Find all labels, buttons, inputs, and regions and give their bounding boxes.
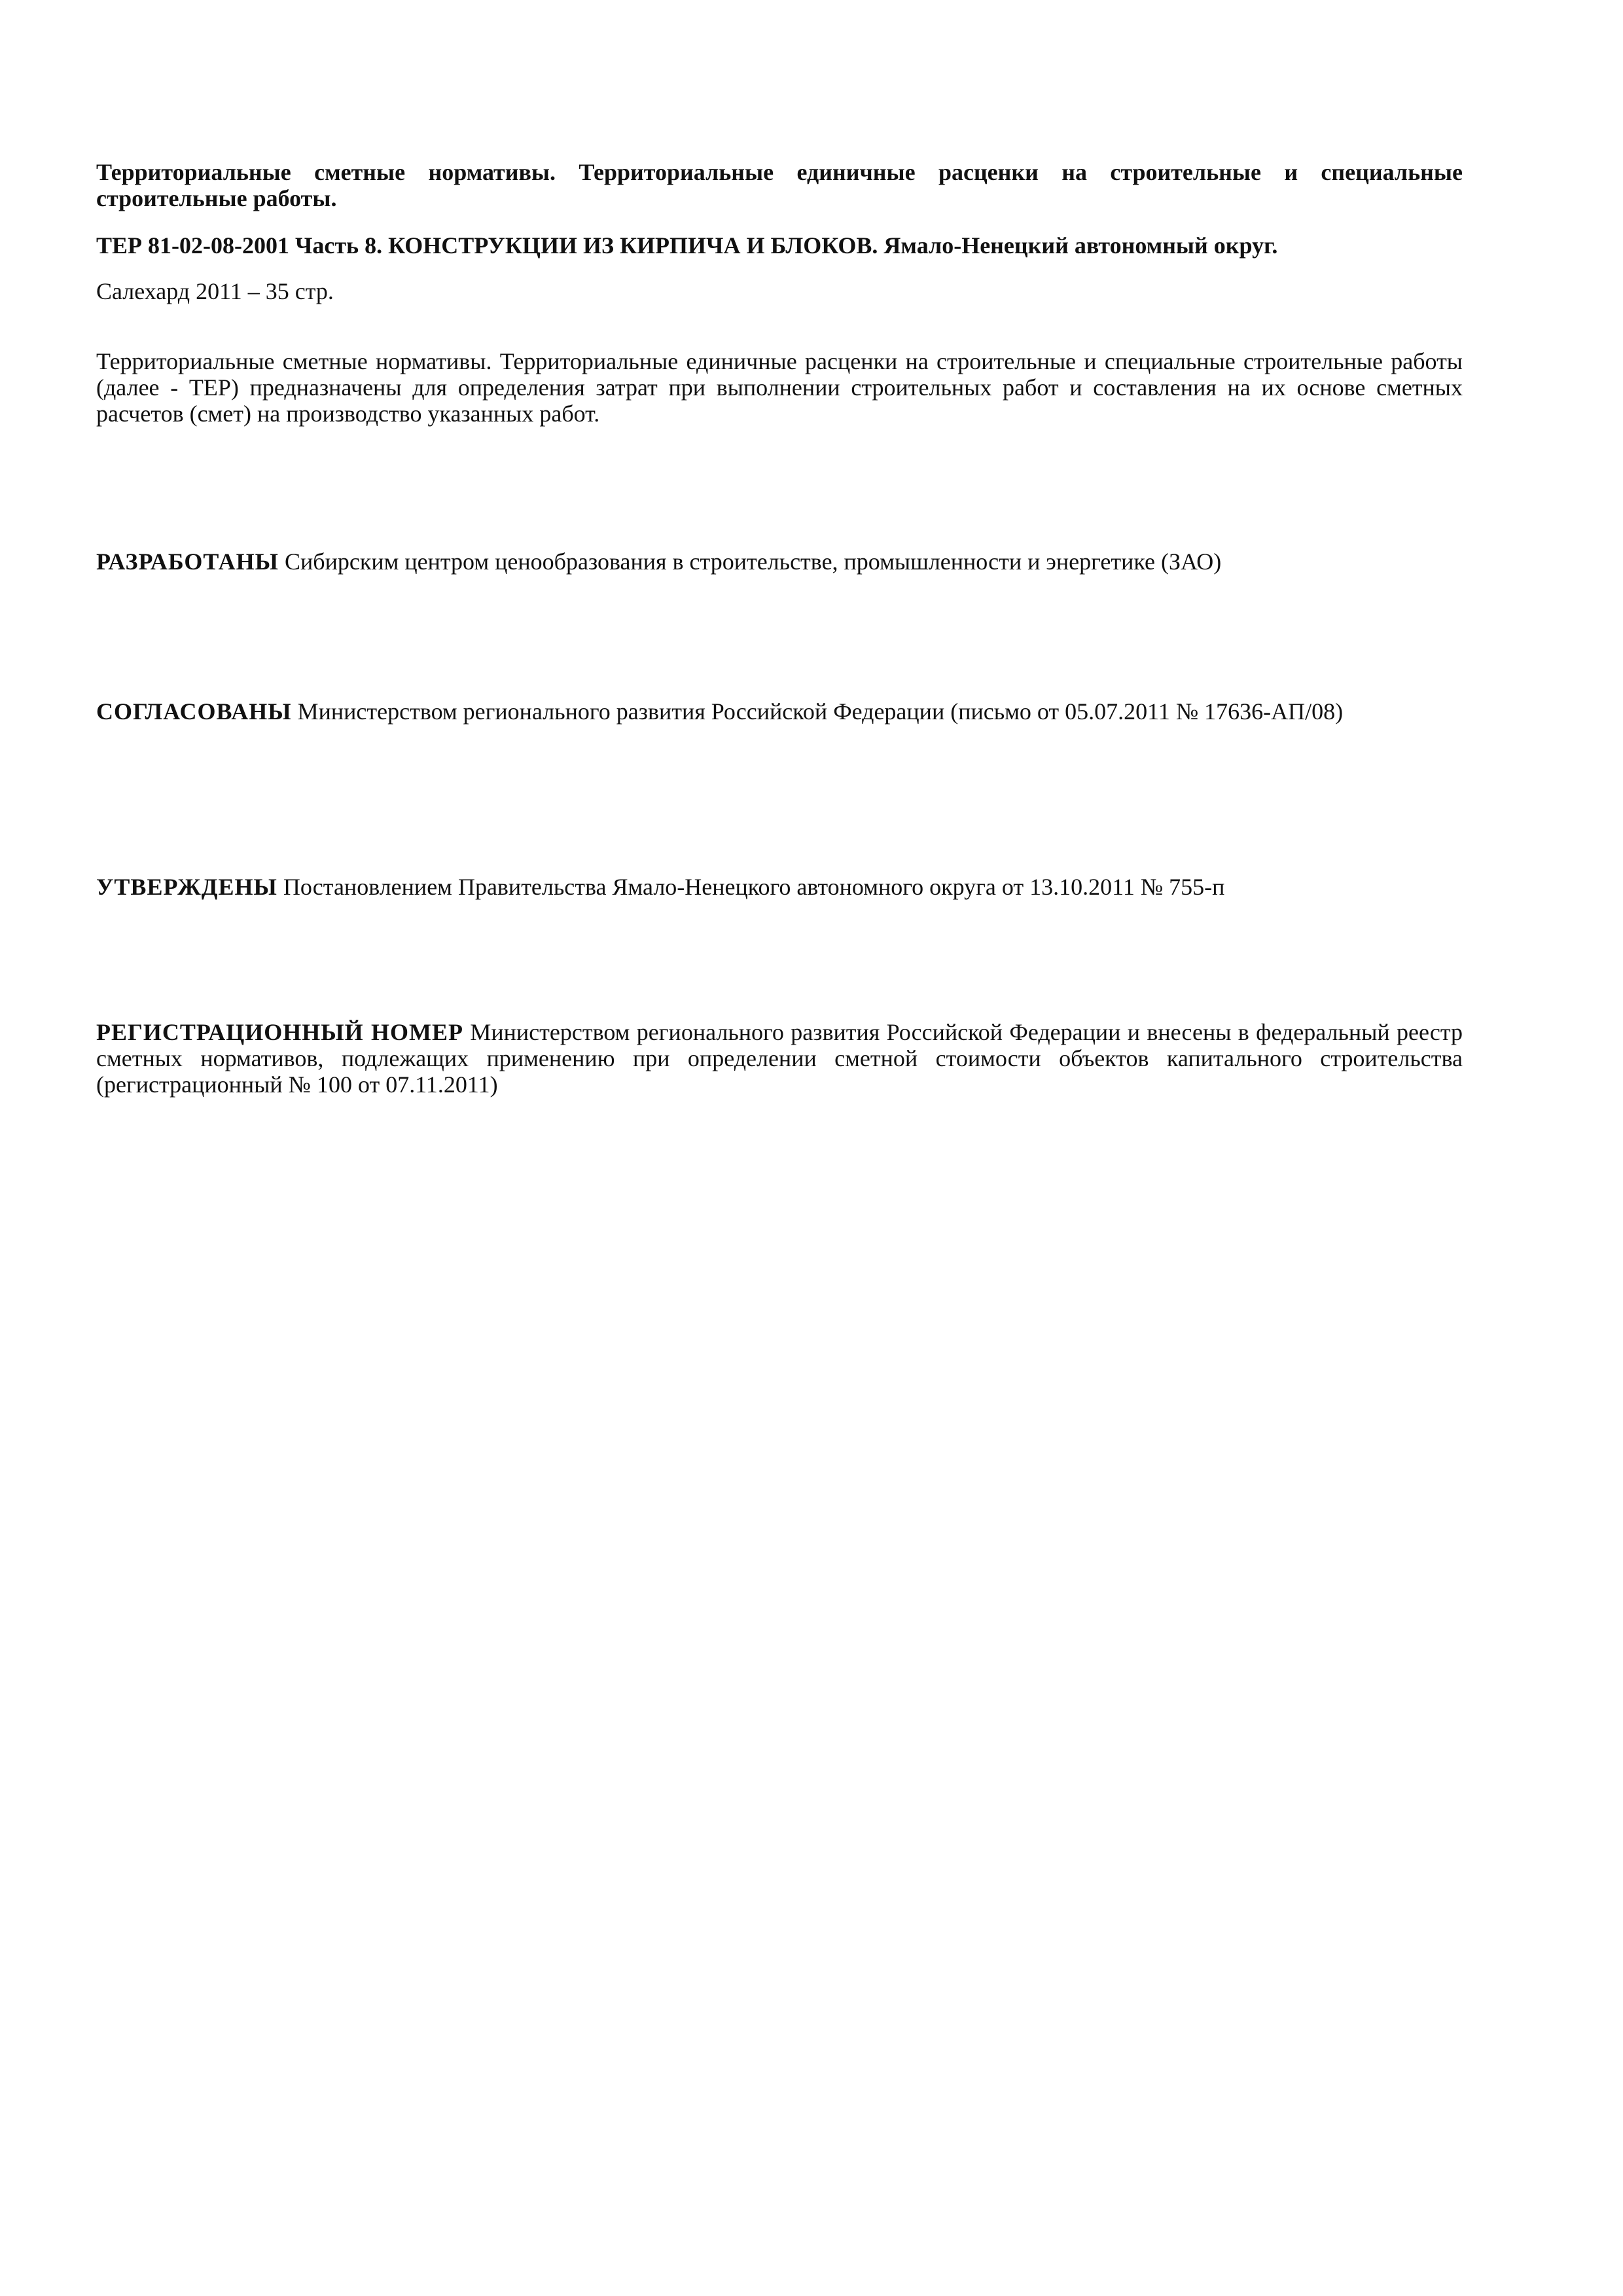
document-title: Территориальные сметные нормативы. Территориальные единичные расценки на строительные и специальные строительные работы. <box>96 159 1463 211</box>
developed-label: РАЗРАБОТАНЫ <box>96 548 279 575</box>
registration-paragraph <box>96 1019 1463 1098</box>
document-imprint: Салехард 2011 – 35 стр. <box>96 278 334 304</box>
agreed-paragraph <box>96 698 1463 725</box>
registration-text: Министерством регионального развития Российской Федерации и внесены в федеральный реестр сметных нормативов, подлежащих применению при определении сметной стоимости объектов капитального строительства (регистрационный № 100 от 07.11.2011) <box>96 1019 1463 1098</box>
registration-label: РЕГИСТРАЦИОННЫЙ НОМЕР <box>96 1019 464 1045</box>
developed-paragraph <box>96 548 1463 575</box>
agreed-text: Министерством регионального развития Российской Федерации (письмо от 05.07.2011 № 17636-АП/08) <box>297 698 1344 725</box>
document-abstract: Территориальные сметные нормативы. Территориальные единичные расценки на строительные и специальные строительные работы (далее - ТЕР) предназначены для определения затрат при выполнении строительных работ и составления на их основе сметных расчетов (смет) на производство указанных работ. <box>96 348 1463 427</box>
approved-paragraph <box>96 874 1463 900</box>
approved-text: Постановлением Правительства Ямало-Ненецкого автономного округа от 13.10.2011 № 755-п <box>283 874 1225 900</box>
approved-label: УТВЕРЖДЕНЫ <box>96 874 277 900</box>
document-subtitle: ТЕР 81-02-08-2001 Часть 8. КОНСТРУКЦИИ ИЗ КИРПИЧА И БЛОКОВ. Ямало-Ненецкий автономный округ. <box>96 232 1278 259</box>
agreed-label: СОГЛАСОВАНЫ <box>96 698 292 725</box>
developed-text: Сибирским центром ценообразования в строительстве, промышленности и энергетике (ЗАО) <box>285 548 1222 575</box>
